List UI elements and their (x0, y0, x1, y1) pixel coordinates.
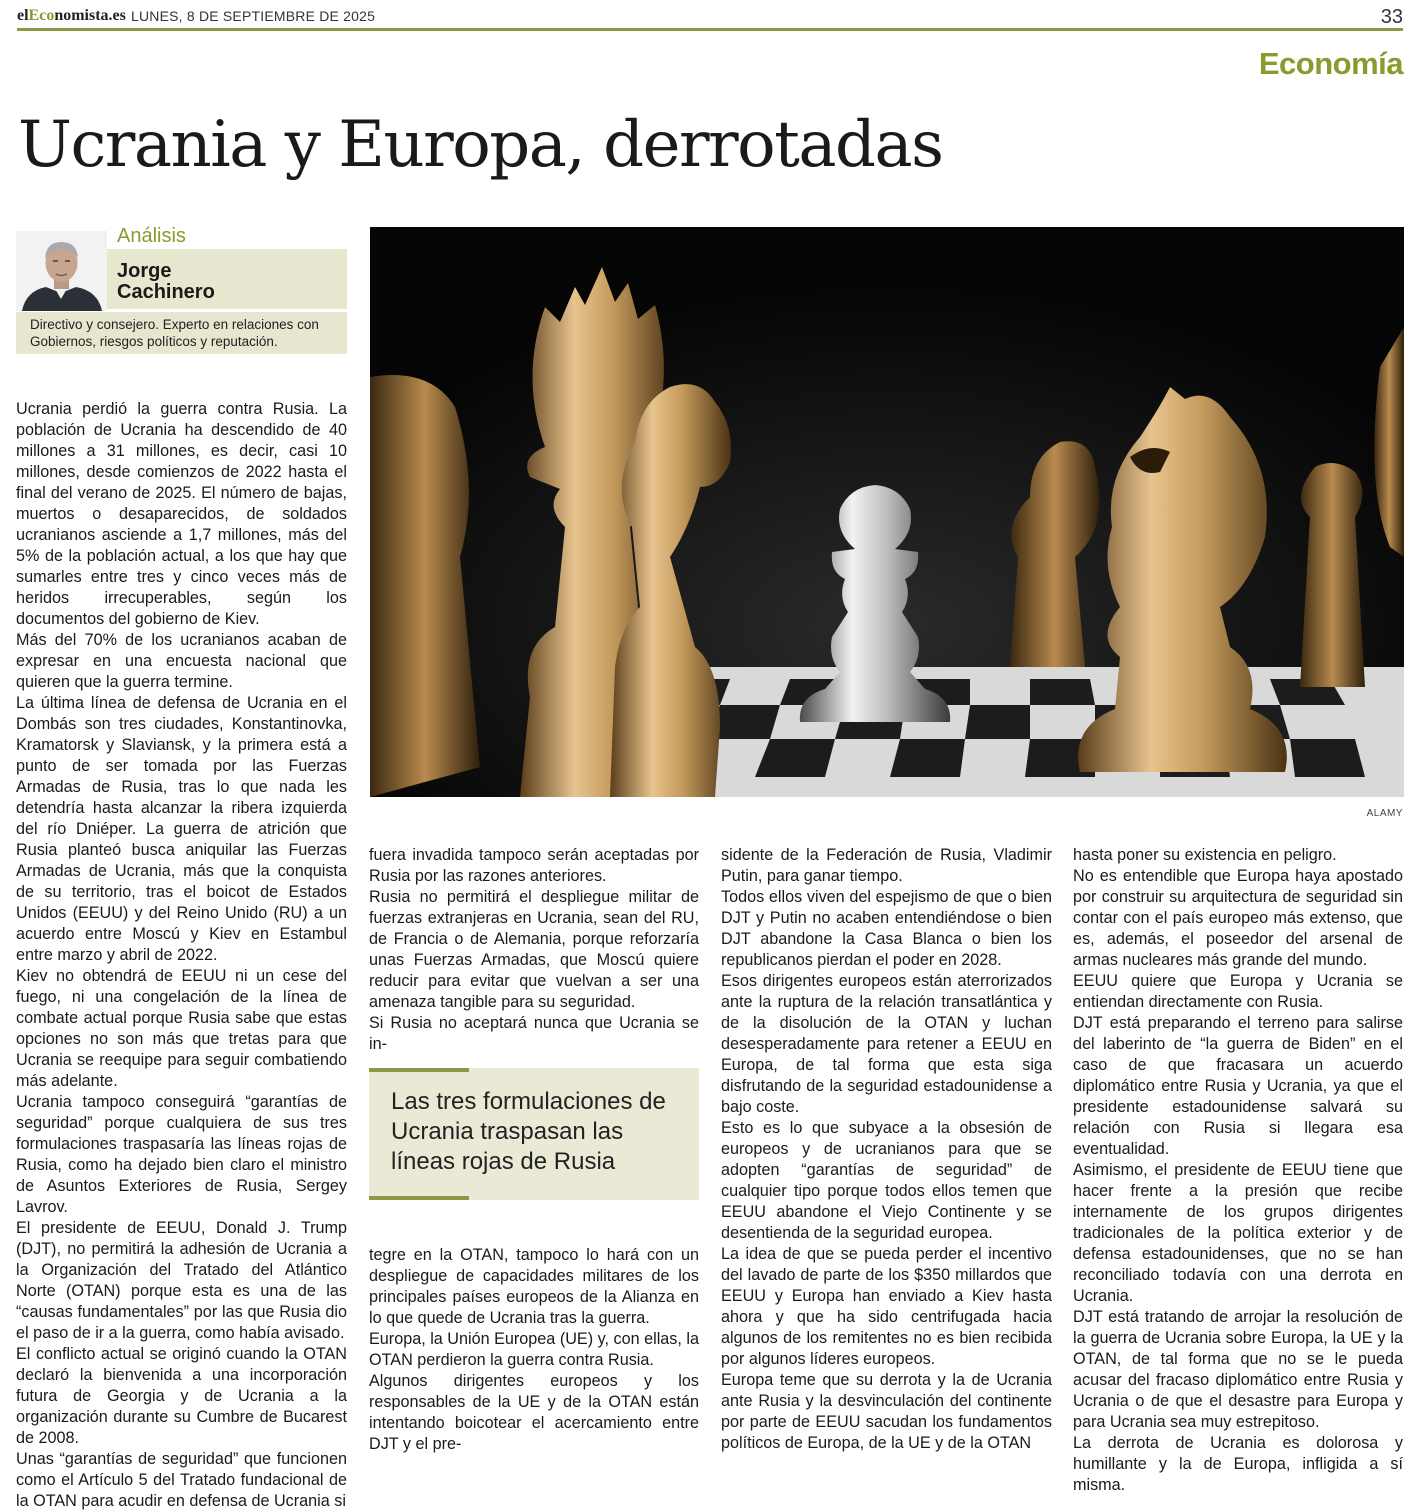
body-paragraph: EEUU quiere que Europa y Ucrania se entiendan directamente con Rusia. (1073, 972, 1403, 1011)
pull-quote-text: Las tres formulaciones de Ucrania traspasan las líneas rojas de Rusia (391, 1088, 666, 1175)
body-paragraph: Ucrania perdió la guerra contra Rusia. La población de Ucrania ha descendido de 40 millones a 31 millones, es decir, casi 10 millones, desde comienzos de 2022 hasta el final del verano de 2025. El número de bajas, muertos o desaparecidos, de soldados ucranianos asciende a 1,7 millones, más del 5% de la población actual, a los que hay que sumarles entre tres y cinco veces más de heridos irrecuperables, según los documentos del gobierno de Kiev. (16, 400, 347, 628)
photo-credit: ALAMY (1366, 808, 1403, 819)
body-paragraph: fuera invadida tampoco serán aceptadas por Rusia por las razones anteriores. (369, 846, 699, 885)
body-paragraph: Todos ellos viven del espejismo de que o bien DJT y Putin no acaben entendiéndose o bien DJT abandone la Casa Blanca o bien los republicanos pierdan el poder en 2028. (721, 888, 1052, 969)
body-paragraph: Más del 70% de los ucranianos acaban de expresar en una encuesta nacional que quieren que la guerra termine. (16, 631, 347, 691)
author-name (117, 261, 215, 303)
publication-logo (17, 7, 126, 25)
body-column-3 (721, 845, 1052, 1454)
body-paragraph: Europa, la Unión Europea (UE) y, con ellas, la OTAN perdieron la guerra contra Rusia. (369, 1330, 699, 1369)
body-paragraph: La última línea de defensa de Ucrania en el Dombás son tres ciudades, Konstantinovka, Kramatorsk y Slaviansk, y la primera está a punto de ser tomada por las Fuerzas Armadas de Rusia, tras lo que nada les detendría hasta alcanzar la ribera izquierda del río Dniéper. La guerra de atrición que Rusia planteó busca aniquilar las Fuerzas Armadas de Ucrania, más que la conquista de su territorio, tras el boicot de Estados Unidos (EEUU) y del Reino Unido (RU) a un acuerdo entre Moscú y Kiev en Estambul entre marzo y abril de 2022. (16, 694, 347, 964)
author-box (16, 222, 348, 354)
author-portrait (16, 231, 107, 311)
body-paragraph: No es entendible que Europa haya apostado por construir su arquitectura de seguridad sin contar con el país europeo más extenso, que es, además, el poseedor del arsenal de armas nucleares más grande del mundo. (1073, 867, 1403, 969)
author-bio-box (16, 312, 347, 354)
body-paragraph: sidente de la Federación de Rusia, Vladimir Putin, para ganar tiempo. (721, 846, 1052, 885)
logo-suffix: nomista.es (54, 7, 126, 24)
body-paragraph: Si Rusia no aceptará nunca que Ucrania se in- (369, 1014, 699, 1053)
author-last-name: Cachinero (117, 281, 215, 303)
author-first-name: Jorge (117, 260, 172, 282)
body-paragraph: Asimismo, el presidente de EEUU tiene que hacer frente a la presión que recibe internamente de los grupos dirigentes tradicionales de la política exterior y de defensa estadounidenses, que no se han reconciliado todavía con una derrota en Ucrania. (1073, 1161, 1403, 1305)
header-rule (17, 28, 1403, 31)
body-paragraph: Algunos dirigentes europeos y los responsables de la UE y de la OTAN están intentando boicotear el acercamiento entre DJT y el pre- (369, 1372, 699, 1453)
body-paragraph: El presidente de EEUU, Donald J. Trump (DJT), no permitirá la adhesión de Ucrania a la Organización del Tratado del Atlántico Norte (OTAN) porque esta es una de las “causas fundamentales” por las que Rusia dio el paso de ir a la guerra, como había avisado. (16, 1219, 347, 1342)
author-bio: Directivo y consejero. Experto en relaciones con Gobiernos, riesgos políticos y reputación. (30, 317, 319, 349)
body-paragraph: Ucrania tampoco conseguirá “garantías de seguridad” porque cualquiera de sus tres formulaciones traspasaría las líneas rojas de Rusia, como ha dejado bien claro el ministro de Asuntos Exteriores de Rusia, Sergey Lavrov. (16, 1093, 347, 1216)
section-label: Economía (1258, 46, 1403, 81)
body-column-1 (16, 399, 347, 1512)
body-paragraph: Esos dirigentes europeos están aterrorizados ante la ruptura de la relación transatlántica y de la disolución de la OTAN y luchan desesperadamente para retener a EEUU en Europa, de tal forma que esta siga disfrutando de la seguridad estadounidense a bajo coste. (721, 972, 1052, 1116)
body-paragraph: Esto es lo que subyace a la obsesión de europeos y de ucranianos para que se adopten “garantías de seguridad” de cualquier tipo porque todos ellos temen que EEUU abandone el Viejo Continente y se desentienda de la seguridad europea. (721, 1119, 1052, 1242)
headline: Ucrania y Europa, derrotadas (18, 108, 943, 182)
body-paragraph: Rusia no permitirá el despliegue militar de fuerzas extranjeras en Ucrania, sean del RU, de Francia o de Alemania, porque reforzaría unas Fuerzas Armadas, que Moscú quiere reducir para evitar que vuelvan a ser una amenaza tangible para su seguridad. (369, 888, 699, 1011)
article-kicker: Análisis (117, 225, 186, 247)
body-paragraph: El conflicto actual se originó cuando la OTAN declaró la bienvenida a una incorporación futura de Georgia y de Ucrania a la organización durante su Cumbre de Bucarest de 2008. (16, 1345, 347, 1447)
body-paragraph: La derrota de Ucrania es dolorosa y humillante y la de Europa, infligida a sí misma. (1073, 1434, 1403, 1494)
article-photo (370, 227, 1404, 797)
body-paragraph: DJT está preparando el terreno para salirse del laberinto de “la guerra de Biden” en el caso de que fracasara un acuerdo diplomático entre Rusia y Ucrania, ya que el presidente estadounidense salvará su relación con Rusia si llegara esa eventualidad. (1073, 1014, 1403, 1158)
pull-quote-rule-top (369, 1068, 469, 1072)
masthead (17, 4, 1403, 28)
body-paragraph: Kiev no obtendrá de EEUU ni un cese del fuego, ni una congelación de la línea de combate actual porque Rusia sabe que estas opciones no son más que tretas para que Ucrania se reequipe para seguir combatiendo más adelante. (16, 967, 347, 1090)
body-paragraph: Europa teme que su derrota y la de Ucrania ante Rusia y la desvinculación del continente por parte de EEUU sacudan los fundamentos políticos de Europa, de la UE y de la OTAN (721, 1371, 1052, 1452)
body-column-2-top (369, 845, 699, 1055)
pull-quote-rule-bottom (369, 1196, 469, 1200)
pull-quote (369, 1068, 699, 1200)
logo-highlight: Eco (28, 7, 55, 24)
body-column-4 (1073, 845, 1403, 1496)
body-column-2-bottom (369, 1245, 699, 1455)
body-paragraph: DJT está tratando de arrojar la resolución de la guerra de Ucrania sobre Europa, la UE y la OTAN, de tal forma que no se le pueda acusar del fracaso diplomático entre Rusia y Ucrania o de que el desastre para Europa y para Ucrania sea muy estrepitoso. (1073, 1308, 1403, 1431)
body-paragraph: tegre en la OTAN, tampoco lo hará con un despliegue de capacidades militares de los principales países europeos de la Alianza en lo que quede de Ucrania tras la guerra. (369, 1246, 699, 1327)
chess-pieces-illustration (370, 227, 1404, 797)
issue-date: LUNES, 8 DE SEPTIEMBRE DE 2025 (131, 8, 376, 24)
body-paragraph: La idea de que se pueda perder el incentivo del lavado de parte de los $350 millardos que EEUU y Europa han enviado a Kiev hasta ahora y que ha sido centrifugada hacia algunos de los remitentes no es bien recibida por algunos líderes europeos. (721, 1245, 1052, 1368)
logo-prefix: el (17, 7, 29, 24)
page-number: 33 (1380, 6, 1403, 28)
body-paragraph: Unas “garantías de seguridad” que funcionen como el Artículo 5 del Tratado fundacional de la OTAN para acudir en defensa de Ucrania si (16, 1450, 347, 1510)
body-paragraph: hasta poner su existencia en peligro. (1073, 846, 1337, 864)
